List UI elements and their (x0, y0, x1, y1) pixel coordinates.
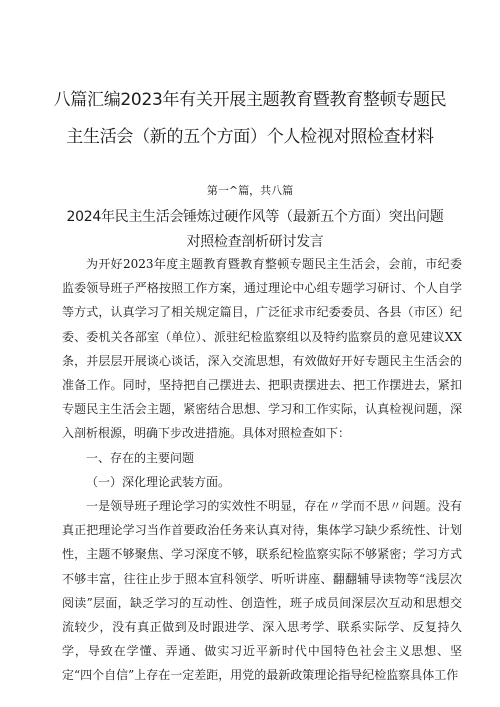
section-label: 第一^篇，共八篇 (206, 184, 294, 197)
heading-main-problems: 一、存在的主要问题 (86, 450, 195, 465)
document-title-line-2: 主生活会（新的五个方面）个人检视对照检查材料 (66, 127, 434, 147)
heading-theory-study: （一）深化理论武装方面。 (86, 474, 231, 489)
paragraph-point-one: 一是领导班子理论学习的实效性不明显，存在〃学而不思〃问题。没有真正把理论学习当作首要政治任务来认真对待，集体学习缺少系统性、计划性，主题不够聚焦、学习深度不够，联系纪检监察实际不够紧密；学习方式不够丰富，往往止步于照本宣科领学、听听讲座、翻翻辅导读物等“浅层次阅读”层面，缺乏学习的互动性、创造性，班子成员间深层次互动和思想交流较少，没有真正做到及时跟进学、深入思考学、联系实际学、反复持久学，导致在学懂、弄通、做实习近平新时代中国特色社会主义思想、坚定“四个自信”上存在一定差距，用党的最新政策理论指导纪检监察具体工作 (62, 499, 462, 683)
paragraph-intro: 为开好2023年度主题教育暨教育整顿专题民主生活会，会前，市纪委监委领导班子严格按照工作方案，通过理论中心组专题学习研讨、个人自学等方式，认真学习了相关规定篇目，广泛征求市纪委委员、各县（市区）纪委、委机关各部室（单位）、派驻纪检监察组以及特约监察员的意见建议XX条，并层层开展谈心谈话，深入交流思想，有效做好开好专题民主生活会的准备工作。同时，坚持把自己摆进去、把职责摆进去、把工作摆进去，紧扣专题民主生活会主题，紧密结合思想、学习和工作实际，认真检视问题，深入剖析根源，明确下步改进措施。具体对照检查如下： (62, 257, 462, 441)
article-title-line-1: 2024年民主生活会锤炼过硬作风等（最新五个方面）突出问题 (66, 209, 444, 225)
article-title-line-2: 对照检查剖析研讨发言 (186, 234, 324, 250)
article-body (62, 252, 462, 688)
document-title-line-1: 八篇汇编2023年有关开展主题教育暨教育整顿专题民 (53, 90, 447, 110)
